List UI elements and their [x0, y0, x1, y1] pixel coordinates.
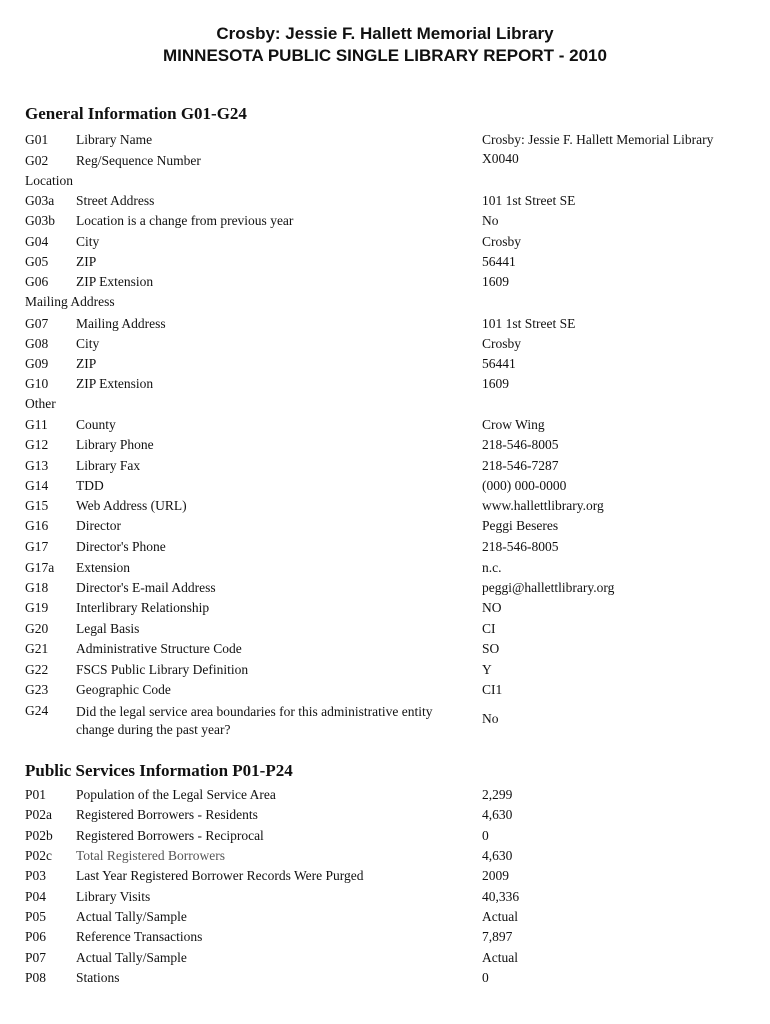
field-label: ZIP: [76, 356, 97, 371]
field-value: Crosby: Jessie F. Hallett Memorial Library: [482, 132, 714, 147]
table-row: [25, 234, 755, 254]
field-code: P04: [25, 889, 47, 904]
field-value: 0: [482, 970, 489, 985]
field-label: Stations: [76, 970, 120, 985]
field-value: 1609: [482, 376, 509, 391]
field-code: G19: [25, 600, 49, 615]
field-label: Last Year Registered Borrower Records Were Purged: [76, 868, 364, 883]
field-code: G20: [25, 621, 49, 636]
field-label: Location is a change from previous year: [76, 213, 294, 228]
table-row: [25, 682, 755, 702]
field-label: Library Phone: [76, 437, 154, 452]
table-row: [25, 376, 755, 396]
report-title: Crosby: Jessie F. Hallett Memorial Library: [216, 24, 554, 43]
table-row: [25, 889, 755, 909]
field-label: Mailing Address: [76, 316, 166, 331]
field-value: www.hallettlibrary.org: [482, 498, 604, 513]
field-code: G09: [25, 356, 49, 371]
field-label: Did the legal service area boundaries for this administrative entity change during the past year?: [76, 704, 433, 737]
field-value: Peggi Beseres: [482, 518, 559, 533]
table-row: [25, 458, 755, 478]
field-value: 56441: [482, 254, 516, 269]
field-code: P02c: [25, 848, 52, 863]
table-row: [25, 356, 755, 376]
field-code: G17: [25, 539, 49, 554]
field-code: G23: [25, 682, 49, 697]
field-code: P06: [25, 929, 47, 944]
field-label: FSCS Public Library Definition: [76, 662, 249, 677]
field-code: G16: [25, 518, 49, 533]
field-code: G03b: [25, 213, 55, 228]
field-code: G13: [25, 458, 49, 473]
field-code: P03: [25, 868, 47, 883]
field-label: Reg/Sequence Number: [76, 153, 201, 168]
field-value: Actual: [482, 909, 518, 924]
general-info-heading: General Information G01-G24: [25, 104, 247, 123]
location-subheading: Location: [25, 173, 73, 188]
field-code: G08: [25, 336, 49, 351]
table-row: [25, 909, 755, 929]
field-label: Extension: [76, 560, 130, 575]
table-row: [25, 417, 755, 437]
field-label: Director: [76, 518, 121, 533]
table-row: [25, 848, 755, 868]
field-code: P01: [25, 787, 47, 802]
field-label: Actual Tally/Sample: [76, 950, 187, 965]
table-row: [25, 703, 755, 743]
field-label: Director's E-mail Address: [76, 580, 216, 595]
public-services-heading: Public Services Information P01-P24: [25, 761, 293, 780]
field-code: G10: [25, 376, 49, 391]
field-label: Total Registered Borrowers: [76, 848, 226, 863]
field-value: 2009: [482, 868, 509, 883]
field-label: Registered Borrowers - Reciprocal: [76, 828, 264, 843]
table-row: [25, 807, 755, 827]
field-value: Crosby: [482, 234, 522, 249]
table-row: [25, 478, 755, 498]
field-value: 40,336: [482, 889, 520, 904]
field-value: Y: [482, 662, 492, 677]
field-code: G24: [25, 703, 49, 718]
field-code: G01: [25, 132, 49, 147]
field-code: G18: [25, 580, 49, 595]
table-row: [25, 828, 755, 848]
field-value: Actual: [482, 950, 518, 965]
field-code: P05: [25, 909, 47, 924]
table-row: [25, 153, 755, 173]
field-code: G12: [25, 437, 49, 452]
field-label: Web Address (URL): [76, 498, 187, 513]
field-label: Population of the Legal Service Area: [76, 787, 276, 802]
field-value: No: [482, 213, 499, 228]
field-value: 0: [482, 828, 489, 843]
mailing-address-subheading: Mailing Address: [25, 294, 115, 309]
field-code: P08: [25, 970, 47, 985]
table-row: [25, 274, 755, 294]
table-row: [25, 621, 755, 641]
table-row: [25, 970, 755, 990]
table-row: [25, 213, 755, 233]
field-value: X0040: [482, 151, 519, 166]
field-code: G11: [25, 417, 48, 432]
table-row: [25, 662, 755, 682]
field-label: Registered Borrowers - Residents: [76, 807, 258, 822]
field-label: City: [76, 336, 100, 351]
table-row: [25, 316, 755, 336]
field-value: 218-546-7287: [482, 458, 559, 473]
field-code: G07: [25, 316, 49, 331]
field-code: G05: [25, 254, 49, 269]
table-row: [25, 437, 755, 457]
field-value: CI1: [482, 682, 503, 697]
field-value: No: [482, 711, 499, 726]
field-label: Actual Tally/Sample: [76, 909, 187, 924]
field-code: G06: [25, 274, 49, 289]
table-row: [25, 600, 755, 620]
field-code: G14: [25, 478, 49, 493]
field-value: Crow Wing: [482, 417, 545, 432]
field-label: Library Visits: [76, 889, 151, 904]
field-value: 4,630: [482, 848, 513, 863]
table-row: [25, 539, 755, 559]
field-value: (000) 000-0000: [482, 478, 567, 493]
field-label: ZIP Extension: [76, 274, 154, 289]
field-label: ZIP: [76, 254, 97, 269]
field-code: P02b: [25, 828, 53, 843]
table-row: [25, 193, 755, 213]
report-subtitle: MINNESOTA PUBLIC SINGLE LIBRARY REPORT - 2010: [163, 46, 607, 65]
table-row: [25, 641, 755, 661]
table-row: [25, 868, 755, 888]
field-value: NO: [482, 600, 502, 615]
field-code: G22: [25, 662, 49, 677]
field-value: CI: [482, 621, 496, 636]
field-label: Library Fax: [76, 458, 141, 473]
table-row: [25, 498, 755, 518]
field-code: P07: [25, 950, 47, 965]
field-label: ZIP Extension: [76, 376, 154, 391]
field-label: TDD: [76, 478, 104, 493]
field-label: Interlibrary Relationship: [76, 600, 210, 615]
field-value: 1609: [482, 274, 509, 289]
field-value: peggi@hallettlibrary.org: [482, 580, 615, 595]
table-row: [25, 929, 755, 949]
field-value: 218-546-8005: [482, 437, 559, 452]
field-code: G17a: [25, 560, 55, 575]
table-row: [25, 132, 755, 152]
field-label: Legal Basis: [76, 621, 140, 636]
field-value: 4,630: [482, 807, 513, 822]
field-code: G15: [25, 498, 49, 513]
field-code: G02: [25, 153, 49, 168]
field-value: 56441: [482, 356, 516, 371]
field-value: 7,897: [482, 929, 513, 944]
field-code: G03a: [25, 193, 55, 208]
field-label: City: [76, 234, 100, 249]
field-value: 101 1st Street SE: [482, 193, 576, 208]
field-label: Library Name: [76, 132, 153, 147]
field-label: Director's Phone: [76, 539, 166, 554]
field-label: Reference Transactions: [76, 929, 203, 944]
field-code: G04: [25, 234, 49, 249]
field-value: 2,299: [482, 787, 513, 802]
field-label: Street Address: [76, 193, 155, 208]
table-row: [25, 336, 755, 356]
field-label: Administrative Structure Code: [76, 641, 242, 656]
field-label: Geographic Code: [76, 682, 171, 697]
field-label: County: [76, 417, 116, 432]
table-row: [25, 254, 755, 274]
table-row: [25, 560, 755, 580]
other-subheading: Other: [25, 396, 56, 411]
field-value: n.c.: [482, 560, 502, 575]
table-row: [25, 518, 755, 538]
table-row: [25, 580, 755, 600]
field-value: Crosby: [482, 336, 522, 351]
field-value: SO: [482, 641, 500, 656]
table-row: [25, 787, 755, 807]
field-value: 218-546-8005: [482, 539, 559, 554]
field-value: 101 1st Street SE: [482, 316, 576, 331]
field-code: G21: [25, 641, 49, 656]
table-row: [25, 950, 755, 970]
field-code: P02a: [25, 807, 52, 822]
